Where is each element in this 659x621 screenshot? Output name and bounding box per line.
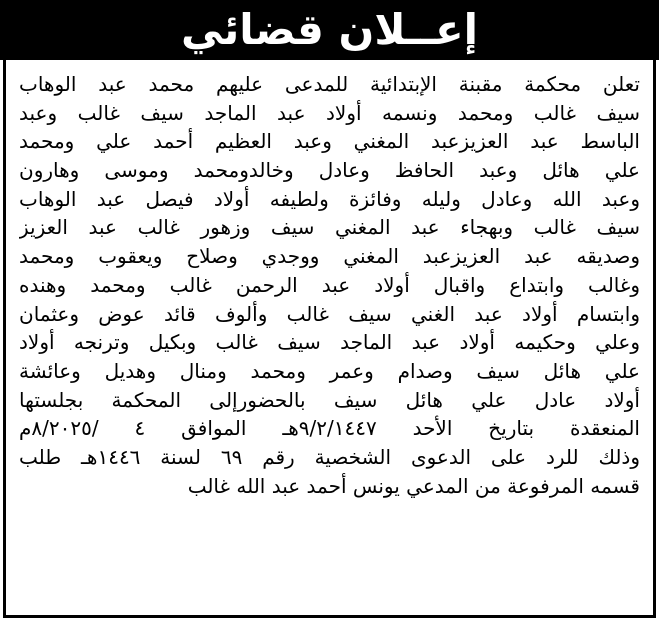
- notice-line: علي هائل سيف وصدام وعمر ومحمد ومنال وهديل وعائشة: [19, 358, 640, 383]
- notice-line: الباسط عبد العزيزعبد المغني وعبد العظيم أحمد علي ومحمد: [19, 129, 640, 154]
- notice-line: المنعقدة بتاريخ الأحد ٩/٢/١٤٤٧هـ الموافق ٤ /٨/٢٠٢٥م: [19, 416, 640, 441]
- notice-title: إعــلان قضائي: [180, 5, 479, 54]
- notice-line: علي هائل وعبد الحافظ وعادل وخالدومحمد وموسى وهارون: [19, 158, 640, 183]
- notice-line: وذلك للرد على الدعوى الشخصية رقم ٦٩ لسنة ١٤٤٦هـ طلب: [19, 444, 640, 469]
- notice-header: [0, 0, 659, 60]
- notice-line: قسمه المرفوعة من المدعي يونس أحمد عبد الله غالب: [187, 473, 640, 498]
- notice-line: وصديقه عبد العزيزعبد المغني ووجدي وصلاح ويعقوب ومحمد: [19, 244, 640, 269]
- notice-line: وعبد الله وعادل وليله وفائزة ولطيفه أولاد فيصل عبد الوهاب: [19, 186, 640, 211]
- notice-line: تعلن محكمة مقبنة الإبتدائية للمدعى عليهم محمد عبد الوهاب: [19, 72, 640, 96]
- notice-line: وعلي وحكيمه أولاد عبد الماجد سيف غالب وبكيل وترنجه أولاد: [19, 330, 640, 355]
- notice-line: وابتسام أولاد عبد الغني سيف غالب وألوف قائد عوض وعثمان: [19, 301, 640, 326]
- notice-line: سيف غالب وبهجاء عبد المغني سيف وزهور غالب عبد العزيز: [19, 215, 640, 240]
- notice-body: [19, 70, 640, 500]
- notice-line: وغالب وابتداع واقبال أولاد عبد الرحمن غالب ومحمد وهنده: [19, 272, 640, 297]
- notice-line: أولاد عادل علي هائل سيف بالحضورإلى المحكمة بجلستها: [19, 387, 640, 412]
- notice-line: سيف غالب ومحمد ونسمه أولاد عبد الماجد سيف غالب وعبد: [19, 100, 640, 125]
